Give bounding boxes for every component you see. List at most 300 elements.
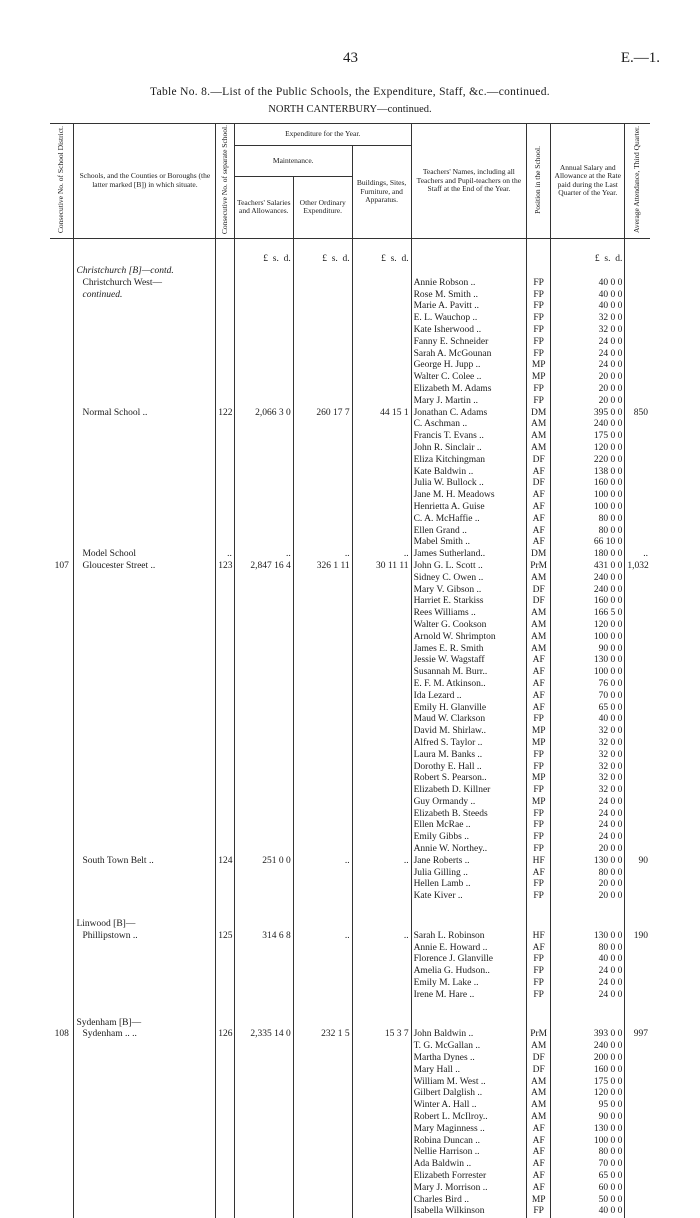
buildings-cell [352,1088,411,1100]
teacher-name-cell: Mary Maginness .. [411,1124,527,1136]
school-no-cell [216,943,235,955]
school-no-cell [216,1018,235,1030]
other-expenditure-cell [293,1077,352,1089]
table-row [50,809,650,821]
table-row [50,1088,650,1100]
table-row [50,514,650,526]
buildings-cell [352,266,411,278]
buildings-cell [352,455,411,467]
school-no-cell [216,726,235,738]
table-row [50,1171,650,1183]
school-no-cell [216,820,235,832]
attendance-cell [625,1077,650,1089]
buildings-cell [352,502,411,514]
table-row [50,820,650,832]
salaries-cell [234,431,293,443]
attendance-cell [625,1147,650,1159]
buildings-cell [352,337,411,349]
school-no-cell [216,455,235,467]
other-expenditure-cell: 232 1 5 [293,1029,352,1041]
buildings-cell [352,431,411,443]
attendance-cell [625,1112,650,1124]
table-row [50,502,650,514]
table-row [50,419,650,431]
salary-cell: 40 0 0 [551,714,625,726]
salaries-cell [234,762,293,774]
table-row [50,561,650,573]
other-expenditure-cell [293,526,352,538]
salary-cell: 24 0 0 [551,978,625,990]
salaries-cell: 314 6 8 [234,931,293,943]
attendance-cell [625,919,650,931]
teacher-name-cell: Gilbert Dalglish .. [411,1088,527,1100]
position-cell: AF [527,1159,551,1171]
buildings-cell [352,1053,411,1065]
buildings-cell [352,762,411,774]
other-expenditure-cell [293,891,352,903]
district-no-cell [50,954,74,966]
other-expenditure-cell [293,337,352,349]
other-expenditure-cell [293,1018,352,1030]
position-cell: AM [527,431,551,443]
page-reference: E.—1. [620,50,660,66]
position-cell: MP [527,797,551,809]
attendance-cell [625,714,650,726]
salaries-cell [234,1065,293,1077]
table-row [50,349,650,361]
school-no-cell [216,667,235,679]
table-row [50,396,650,408]
salaries-cell [234,1100,293,1112]
school-no-cell [216,844,235,856]
table-row [50,1124,650,1136]
other-expenditure-cell [293,1195,352,1207]
other-expenditure-cell [293,443,352,455]
teacher-name-cell: Robina Duncan .. [411,1136,527,1148]
attendance-cell [625,490,650,502]
school-name-cell [74,726,216,738]
buildings-cell [352,691,411,703]
table-row [50,1041,650,1053]
teacher-name-cell: Susannah M. Burr.. [411,667,527,679]
school-no-cell [216,785,235,797]
header-salary: Annual Salary and Allowance at the Rate paid during the Last Quarter of the Year. [551,124,625,239]
teacher-name-cell: Elizabeth M. Adams [411,384,527,396]
district-no-cell [50,667,74,679]
school-no-cell [216,1088,235,1100]
attendance-cell [625,419,650,431]
district-no-cell [50,785,74,797]
other-expenditure-cell [293,1100,352,1112]
position-cell: FP [527,750,551,762]
district-no-cell [50,1124,74,1136]
school-no-cell: 122 [216,408,235,420]
buildings-cell [352,797,411,809]
position-cell: FP [527,891,551,903]
header-teachers: Teachers' Names, including all Teachers and Pupil-teachers on the Staff at the End of the Year. [411,124,527,239]
teacher-name-cell: Robert S. Pearson.. [411,773,527,785]
table-row [50,467,650,479]
buildings-cell: .. [352,856,411,868]
attendance-cell [625,1124,650,1136]
table-row [50,691,650,703]
other-expenditure-cell [293,1159,352,1171]
salary-cell: 80 0 0 [551,943,625,955]
teacher-name-cell: Maud W. Clarkson [411,714,527,726]
spacer-row [50,903,650,919]
salary-cell [551,266,625,278]
other-expenditure-cell: .. [293,549,352,561]
other-expenditure-cell [293,419,352,431]
salaries-cell [234,820,293,832]
school-name-cell [74,1183,216,1195]
teacher-name-cell: John G. L. Scott .. [411,561,527,573]
table-row [50,931,650,943]
district-no-cell [50,313,74,325]
school-name-cell [74,966,216,978]
other-expenditure-cell [293,691,352,703]
currency-row: £ s. d. £ s. d. £ s. d. £ s. d. [50,254,650,266]
attendance-cell [625,844,650,856]
salary-cell: 80 0 0 [551,526,625,538]
salary-cell: 40 0 0 [551,954,625,966]
district-no-cell: 107 [54,560,69,571]
district-no-cell [50,526,74,538]
buildings-cell [352,738,411,750]
salary-cell: 40 0 0 [551,278,625,290]
teacher-name-cell: John R. Sinclair .. [411,443,527,455]
table-row [50,408,650,420]
school-no-cell [216,655,235,667]
district-no-cell [50,762,74,774]
salaries-cell [234,691,293,703]
district-no-cell [50,966,74,978]
other-expenditure-cell [293,1053,352,1065]
school-name-cell [74,620,216,632]
school-name-cell [74,954,216,966]
table-row [50,773,650,785]
other-expenditure-cell [293,679,352,691]
attendance-cell [625,1183,650,1195]
salaries-cell [234,467,293,479]
salaries-cell [234,490,293,502]
buildings-cell [352,1183,411,1195]
district-no-cell [50,573,74,585]
table-body [50,238,650,1218]
table-row [50,679,650,691]
school-name-cell [74,596,216,608]
district-no-cell [50,396,74,408]
school-name-cell [74,502,216,514]
position-cell: PrM [527,561,551,573]
attendance-cell [625,773,650,785]
school-no-cell [216,585,235,597]
other-expenditure-cell [293,620,352,632]
buildings-cell: 30 11 11 [352,561,411,573]
school-no-cell [216,1077,235,1089]
salaries-cell [234,714,293,726]
salary-cell: 90 0 0 [551,644,625,656]
salaries-cell [234,738,293,750]
buildings-cell [352,1065,411,1077]
salaries-cell [234,1147,293,1159]
position-cell: FP [527,325,551,337]
salaries-cell [234,596,293,608]
attendance-cell [625,868,650,880]
school-no-cell [216,954,235,966]
other-expenditure-cell [293,714,352,726]
salary-cell: 175 0 0 [551,1077,625,1089]
teacher-name-cell: James Sutherland.. [411,549,527,561]
salary-cell: 24 0 0 [551,360,625,372]
table-row [50,1053,650,1065]
table-row [50,278,650,290]
salaries-cell [234,726,293,738]
table-row [50,703,650,715]
school-no-cell [216,1206,235,1218]
buildings-cell [352,537,411,549]
school-name-cell [74,478,216,490]
salaries-cell [234,632,293,644]
school-name-cell [74,738,216,750]
other-expenditure-cell [293,431,352,443]
position-cell: FP [527,313,551,325]
school-no-cell [216,1195,235,1207]
table-title: Table No. 8.—List of the Public Schools, the Expenditure, Staff, &c.—continued. [150,86,550,98]
table-row [50,868,650,880]
salaries-cell [234,1183,293,1195]
attendance-cell [625,762,650,774]
school-no-cell [216,278,235,290]
position-cell: AM [527,1041,551,1053]
teacher-name-cell: E. L. Wauchop .. [411,313,527,325]
buildings-cell [352,679,411,691]
attendance-cell [625,1136,650,1148]
school-name-cell [74,313,216,325]
school-name-cell: Gloucester Street .. [74,561,216,573]
school-no-cell [216,868,235,880]
teacher-name-cell: Kate Kiver .. [411,891,527,903]
district-no-cell [50,585,74,597]
salaries-cell [234,514,293,526]
other-expenditure-cell [293,396,352,408]
attendance-cell [625,1206,650,1218]
district-no-cell [50,490,74,502]
teacher-name-cell: Alfred S. Taylor .. [411,738,527,750]
attendance-cell [625,1053,650,1065]
salaries-cell [234,797,293,809]
salaries-cell [234,966,293,978]
buildings-cell [352,990,411,1002]
school-name-cell: Model School [74,549,216,561]
school-no-cell [216,919,235,931]
school-name-cell [74,585,216,597]
teacher-name-cell: Elizabeth D. Killner [411,785,527,797]
buildings-cell [352,655,411,667]
salary-cell: 80 0 0 [551,1147,625,1159]
district-no-cell [50,691,74,703]
teacher-name-cell: Arnold W. Shrimpton [411,632,527,644]
position-cell: MP [527,1195,551,1207]
position-cell: FP [527,954,551,966]
salaries-cell [234,1041,293,1053]
teacher-name-cell: Annie Robson .. [411,278,527,290]
salary-cell: 240 0 0 [551,419,625,431]
teacher-name-cell: Walter G. Cookson [411,620,527,632]
salary-cell: 24 0 0 [551,349,625,361]
table-row [50,549,650,561]
attendance-cell [625,679,650,691]
position-cell: AF [527,490,551,502]
position-cell: PrM [527,1029,551,1041]
teacher-name-cell: Nellie Harrison .. [411,1147,527,1159]
attendance-cell [625,797,650,809]
teacher-name-cell: Jane M. H. Meadows [411,490,527,502]
position-cell: MP [527,360,551,372]
attendance-cell [625,620,650,632]
buildings-cell [352,1195,411,1207]
other-expenditure-cell [293,820,352,832]
position-cell: AM [527,419,551,431]
table-row [50,879,650,891]
attendance-cell [625,384,650,396]
teacher-name-cell: Ada Baldwin .. [411,1159,527,1171]
table-row [50,596,650,608]
district-no-cell [50,537,74,549]
school-no-cell [216,644,235,656]
school-no-cell: 124 [216,856,235,868]
salary-cell: 120 0 0 [551,443,625,455]
salaries-cell [234,266,293,278]
school-name-cell [74,868,216,880]
teacher-name-cell: Henrietta A. Guise [411,502,527,514]
district-no-cell [50,301,74,313]
other-expenditure-cell [293,585,352,597]
teacher-name-cell: Rose M. Smith .. [411,290,527,302]
teacher-name-cell: Mary V. Gibson .. [411,585,527,597]
attendance-cell [625,1088,650,1100]
teacher-name-cell: Jane Roberts .. [411,856,527,868]
school-no-cell [216,966,235,978]
other-expenditure-cell [293,537,352,549]
attendance-cell [625,966,650,978]
school-name-cell: Normal School .. [74,408,216,420]
salaries-cell [234,502,293,514]
salaries-cell [234,1206,293,1218]
school-no-cell [216,762,235,774]
buildings-cell [352,919,411,931]
salary-cell: 40 0 0 [551,301,625,313]
table-row [50,832,650,844]
school-name-cell [74,301,216,313]
school-name-cell: Christchurch [B]—contd. [74,266,216,278]
school-no-cell [216,891,235,903]
table-row [50,301,650,313]
buildings-cell [352,868,411,880]
table-row [50,785,650,797]
header-other: Other Ordinary Expenditure. [293,176,352,238]
table-row [50,1077,650,1089]
school-no-cell [216,396,235,408]
position-cell: AF [527,537,551,549]
teacher-name-cell [411,1018,527,1030]
attendance-cell [625,1018,650,1030]
attendance-cell [625,1065,650,1077]
table-row [50,1206,650,1218]
table-row [50,844,650,856]
other-expenditure-cell [293,1147,352,1159]
attendance-cell [625,1195,650,1207]
position-cell: FP [527,278,551,290]
position-cell: AF [527,502,551,514]
salaries-cell [234,1053,293,1065]
table-row [50,750,650,762]
school-no-cell [216,573,235,585]
header-salaries: Teachers' Salaries and Allowances. [234,176,293,238]
table-row [50,667,650,679]
school-no-cell: 126 [216,1029,235,1041]
buildings-cell [352,703,411,715]
other-expenditure-cell [293,502,352,514]
school-name-cell [74,773,216,785]
salary-cell: 20 0 0 [551,879,625,891]
district-no-cell [50,891,74,903]
table-row [50,797,650,809]
table-row [50,337,650,349]
table-row [50,537,650,549]
buildings-cell [352,443,411,455]
salary-cell: 160 0 0 [551,1065,625,1077]
buildings-cell [352,396,411,408]
district-no-cell [50,714,74,726]
salary-cell: 60 0 0 [551,1183,625,1195]
district-no-cell [50,726,74,738]
district-no-cell [50,644,74,656]
salary-cell: 130 0 0 [551,1124,625,1136]
page-number: 43 [343,50,358,66]
school-no-cell [216,360,235,372]
buildings-cell [352,1041,411,1053]
position-cell: AM [527,644,551,656]
position-cell: AF [527,703,551,715]
district-no-cell [50,372,74,384]
teacher-name-cell: Ida Lezard .. [411,691,527,703]
table-row [50,478,650,490]
school-name-cell [74,879,216,891]
buildings-cell [352,978,411,990]
buildings-cell [352,490,411,502]
district-no-cell [50,931,74,943]
salary-cell: 100 0 0 [551,1136,625,1148]
salary-cell: 200 0 0 [551,1053,625,1065]
school-no-cell [216,809,235,821]
table-row [50,1147,650,1159]
district-no-cell [50,856,74,868]
salaries-cell [234,785,293,797]
attendance-cell [625,396,650,408]
salary-cell: 130 0 0 [551,931,625,943]
position-cell: FP [527,762,551,774]
district-no-cell [50,455,74,467]
attendance-cell [625,750,650,762]
table-row [50,856,650,868]
school-name-cell: Sydenham [B]— [74,1018,216,1030]
teacher-name-cell: Winter A. Hall .. [411,1100,527,1112]
salaries-cell [234,573,293,585]
teacher-name-cell: Elizabeth B. Steeds [411,809,527,821]
buildings-cell [352,349,411,361]
other-expenditure-cell: 260 17 7 [293,408,352,420]
